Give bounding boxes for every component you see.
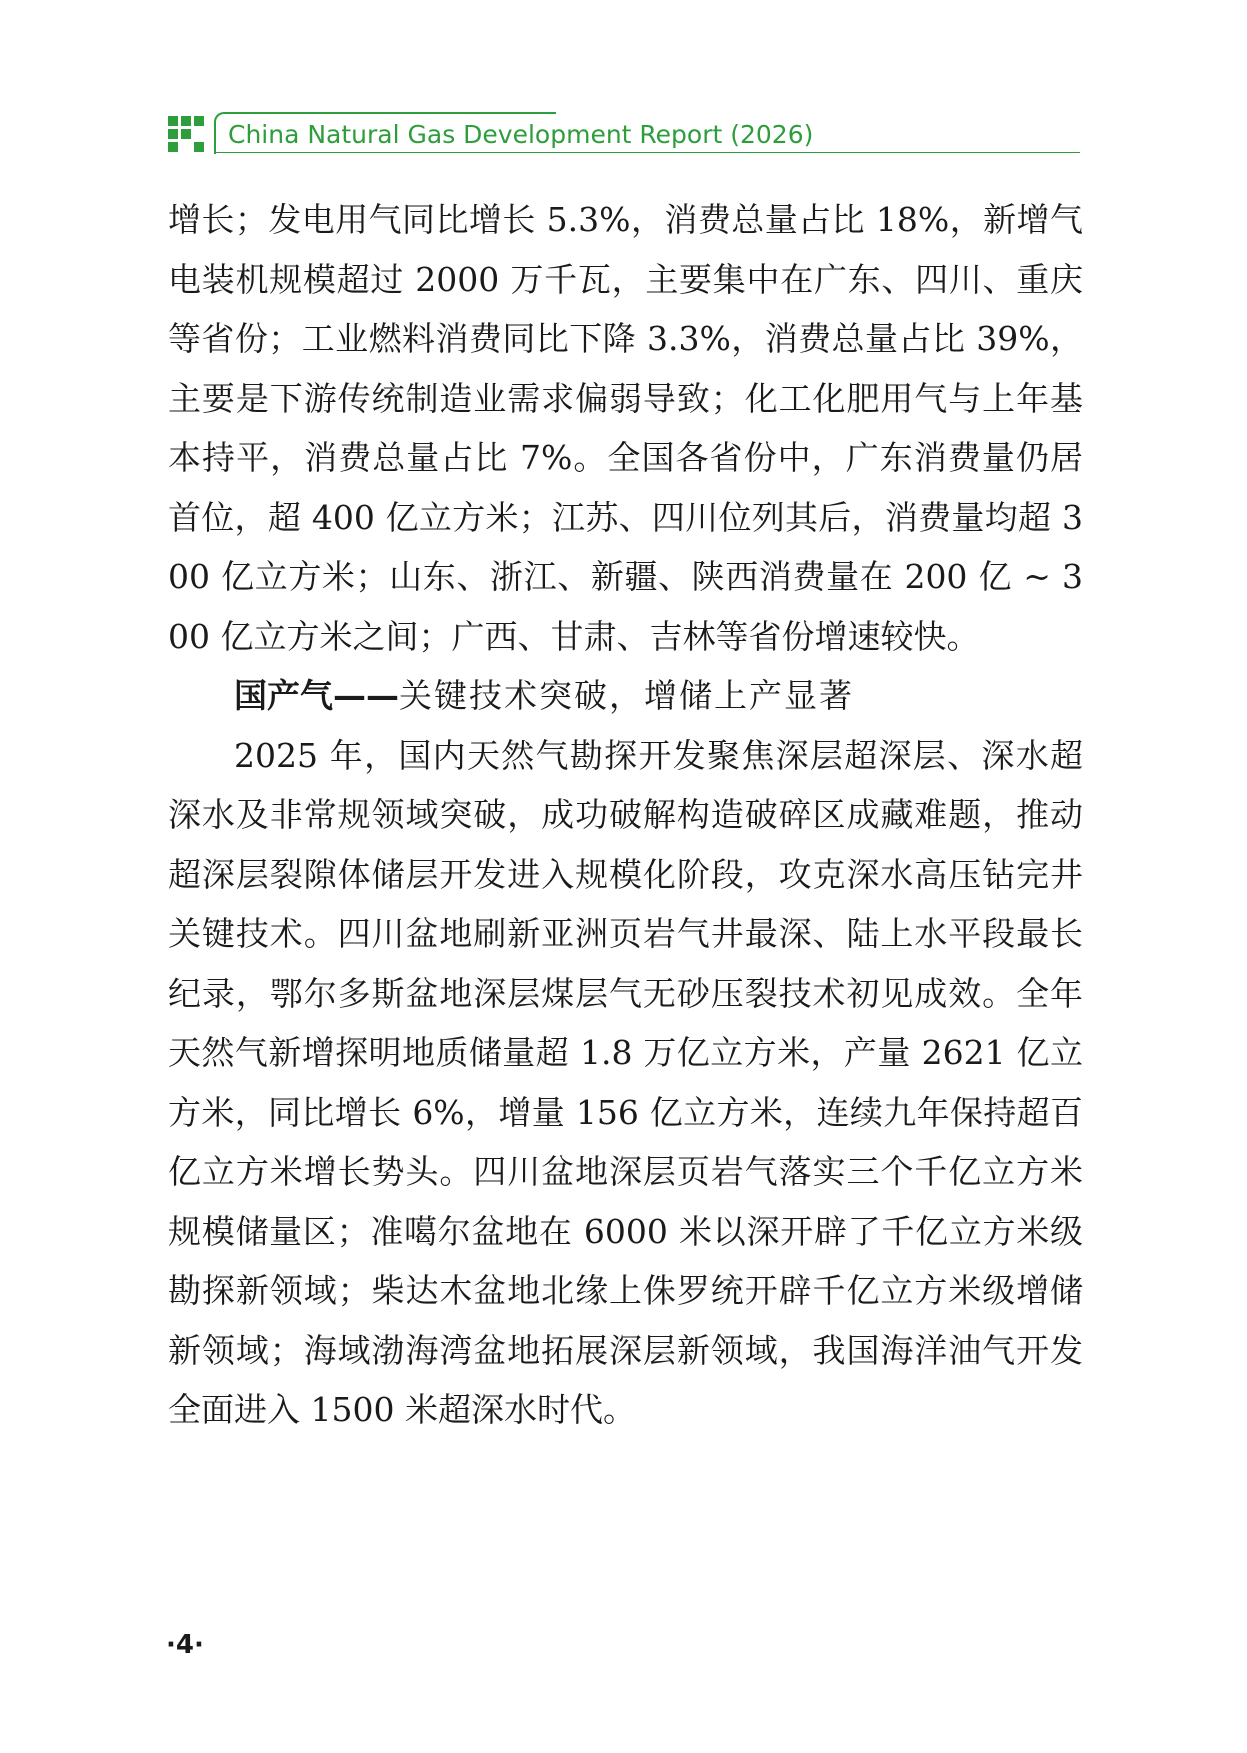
section-heading-bold: 国产气——	[234, 676, 399, 715]
header-title: China Natural Gas Development Report (2026)	[228, 120, 814, 149]
section-heading-subtitle: 关键技术突破，增储上产显著	[399, 676, 854, 715]
page-number: ·4·	[166, 1630, 204, 1660]
main-content	[168, 190, 1083, 1440]
section-heading	[168, 666, 1083, 726]
green-pixel-grid-logo-icon	[168, 116, 204, 152]
body-paragraph-1: 增长；发电用气同比增长 5.3%，消费总量占比 18%，新增气电装机规模超过 2000 万千瓦，主要集中在广东、四川、重庆等省份；工业燃料消费同比下降 3.3%，消费总量占比 39%，主要是下游传统制造业需求偏弱导致；化工化肥用气与上年基本持平，消费总量占比 7%。全国各省份中，广东消费量仍居首位，超 400 亿立方米；江苏、四川位列其后，消费量均超 300 亿立方米；山东、浙江、新疆、陕西消费量在 200 亿 ~ 300 亿立方米之间；广西、甘肃、吉林等省份增速较快。	[168, 200, 1083, 656]
running-header	[168, 112, 1080, 158]
header-rule	[214, 152, 1080, 153]
body-paragraph-2: 2025 年，国内天然气勘探开发聚焦深层超深层、深水超深水及非常规领域突破，成功破解构造破碎区成藏难题，推动超深层裂隙体储层开发进入规模化阶段，攻克深水高压钻完井关键技术。四川盆地刷新亚洲页岩气井最深、陆上水平段最长纪录，鄂尔多斯盆地深层煤层气无砂压裂技术初见成效。全年天然气新增探明地质储量超 1.8 万亿立方米，产量 2621 亿立方米，同比增长 6%，增量 156 亿立方米，连续九年保持超百亿立方米增长势头。四川盆地深层页岩气落实三个千亿立方米规模储量区；准噶尔盆地在 6000 米以深开辟了千亿立方米级勘探新领域；柴达木盆地北缘上侏罗统开辟千亿立方米级增储新领域；海域渤海湾盆地拓展深层新领域，我国海洋油气开发全面进入 1500 米超深水时代。	[168, 735, 1083, 1429]
header-title-frame	[214, 112, 814, 154]
